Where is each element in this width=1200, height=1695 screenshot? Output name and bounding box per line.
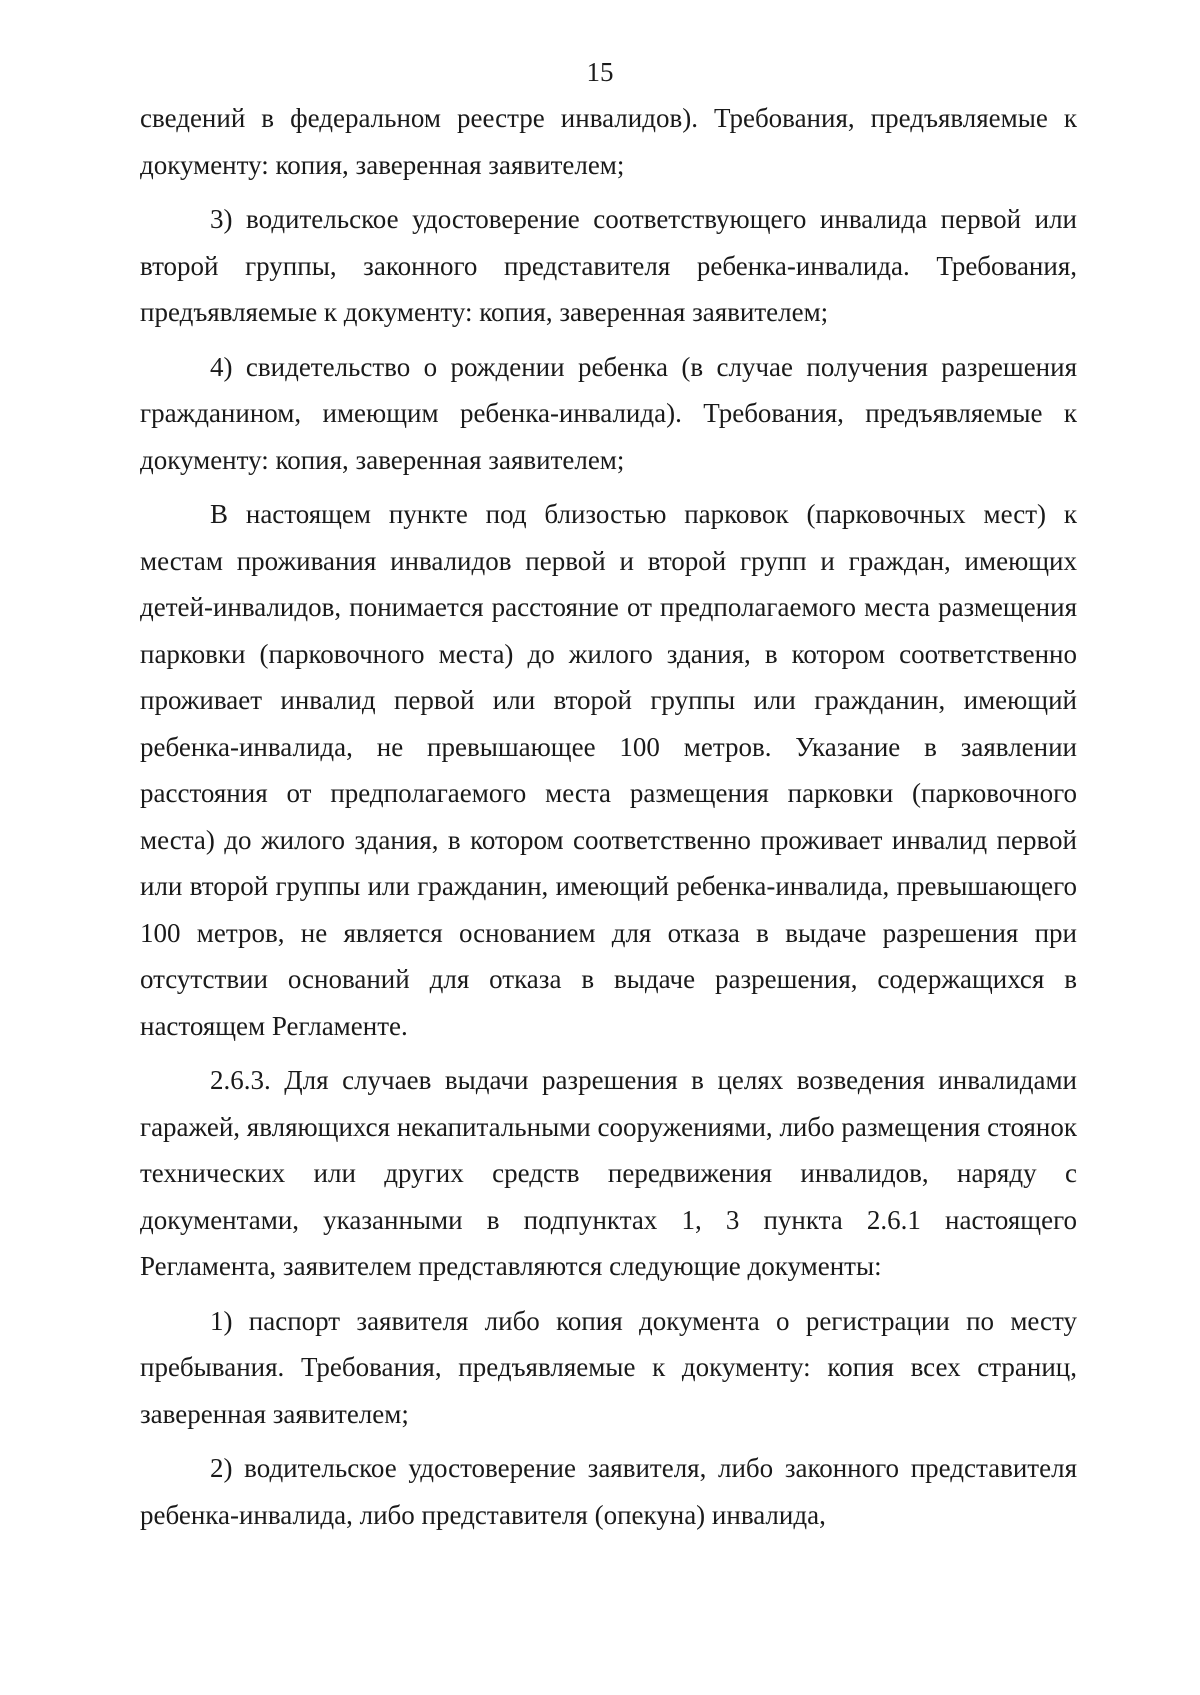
document-body [140, 95, 1077, 1538]
paragraph-item-4: 4) свидетельство о рождении ребенка (в случае получения разрешения гражданином, имеющим ребенка-инвалида). Требования, предъявляемые к документу: копия, заверенная заявителем; [140, 351, 1077, 475]
paragraph-parking-distance: В настоящем пункте под близостью парковок (парковочных мест) к местам проживания инвалидов первой и второй групп и граждан, имеющих детей-инвалидов, понимается расстояние от предполагаемого места размещения парковки (парковочного места) до жилого здания, в котором соответственно проживает инвалид первой или второй группы или гражданин, имеющий ребенка-инвалида, не превышающее 100 метров. Указание в заявлении расстояния от предполагаемого места размещения парковки (парковочного места) до жилого здания, в котором соответственно проживает инвалид первой или второй группы или гражданин, имеющий ребенка-инвалида, превышающего 100 метров, не является основанием для отказа в выдаче разрешения при отсутствии оснований для отказа в выдаче разрешения, содержащихся в настоящем Регламенте. [140, 499, 1077, 1041]
paragraph-item-2: 2) водительское удостоверение заявителя, либо законного представителя ребенка-инвалида, либо представителя (опекуна) инвалида, [140, 1453, 1077, 1530]
paragraph-section-2-6-3: 2.6.3. Для случаев выдачи разрешения в целях возведения инвалидами гаражей, являющихся некапитальными сооружениями, либо размещения стоянок технических или других средств передвижения инвалидов, наряду с документами, указанными в подпунктах 1, 3 пункта 2.6.1 настоящего Регламента, заявителем представляются следующие документы: [140, 1065, 1077, 1281]
page-number: 15 [586, 57, 614, 87]
paragraph-item-1: 1) паспорт заявителя либо копия документа о регистрации по месту пребывания. Требования, предъявляемые к документу: копия всех страниц, заверенная заявителем; [140, 1305, 1077, 1429]
paragraph-continuation: сведений в федеральном реестре инвалидов). Требования, предъявляемые к документу: копия, заверенная заявителем; [140, 103, 1077, 180]
paragraph-item-3: 3) водительское удостоверение соответствующего инвалида первой или второй группы, законного представителя ребенка-инвалида. Требования, предъявляемые к документу: копия, заверенная заявителем; [140, 204, 1077, 327]
